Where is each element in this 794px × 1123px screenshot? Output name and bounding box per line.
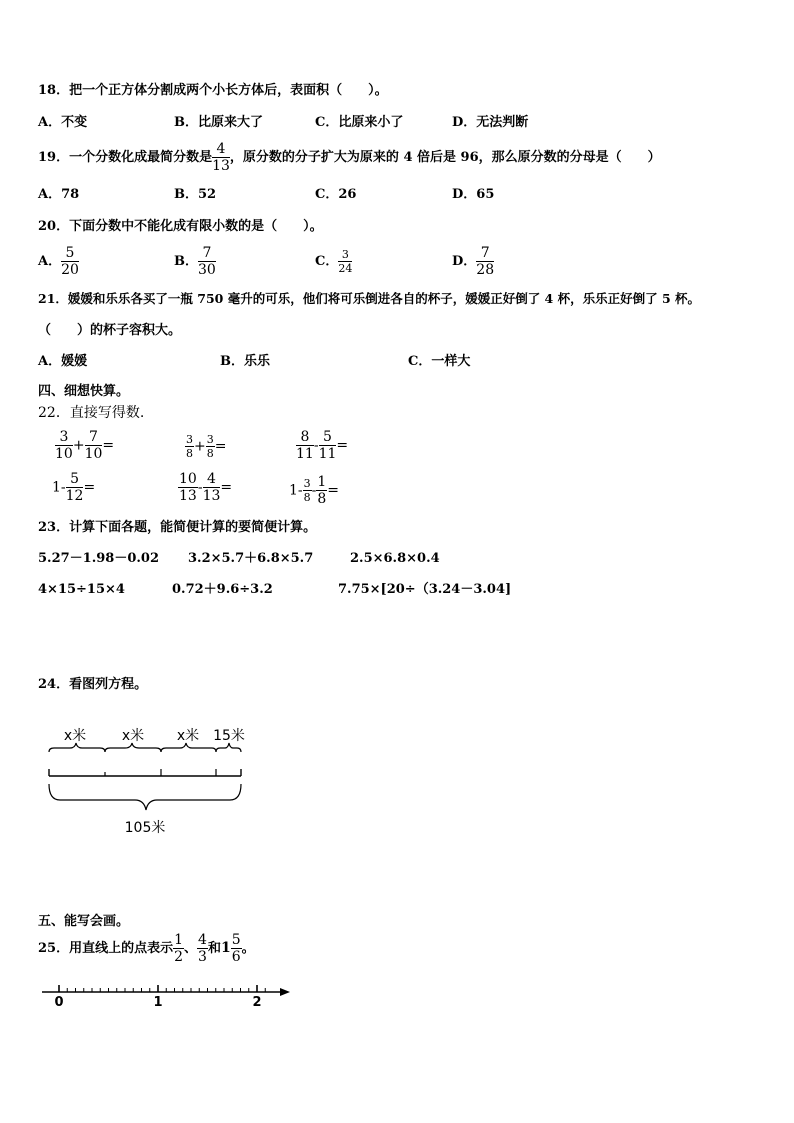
q24-label-x3: x米 xyxy=(176,728,200,744)
q20-option-a-label: A． xyxy=(38,254,62,269)
frac-den: 30 xyxy=(198,262,216,278)
q20-option-c-fraction xyxy=(338,249,352,274)
fraction xyxy=(203,472,221,503)
q24-label-15: 15米 xyxy=(213,728,245,744)
fraction xyxy=(319,430,337,461)
frac-den: 8 xyxy=(317,491,327,507)
frac-num: 1 xyxy=(174,932,184,948)
frac-den: 28 xyxy=(476,262,495,278)
frac-den: 24 xyxy=(338,262,353,275)
frac-den: 13 xyxy=(179,488,197,504)
q18-option-b: B．比原来大了 xyxy=(174,115,263,130)
equals-sign: = xyxy=(214,438,227,455)
frac-den: 11 xyxy=(296,446,314,462)
frac-num: 3 xyxy=(186,433,193,446)
q21-line1: 21．媛媛和乐乐各买了一瓶 750 毫升的可乐，他们将可乐倒进各自的杯子，媛媛正好倒了 4 杯，乐乐正好倒了 5 杯。 xyxy=(38,291,700,306)
section-4-heading: 四、细想快算。 xyxy=(38,384,130,399)
q25-separator: 、 xyxy=(184,941,198,956)
q19-option-d: D．65 xyxy=(452,187,495,202)
q22-expr-6 xyxy=(289,475,339,506)
frac-den: 13 xyxy=(202,488,221,504)
q25-fraction-3 xyxy=(231,933,242,964)
q18-option-a: A．不变 xyxy=(38,115,88,130)
q23-title: 23．计算下面各题，能简便计算的要简便计算。 xyxy=(38,520,317,535)
fraction xyxy=(185,434,194,459)
q24-bottom-brace xyxy=(49,784,241,810)
q23-r2-c3: 7.75×[20÷（3.24－3.04] xyxy=(338,582,512,597)
q19-option-a: A．78 xyxy=(38,187,80,202)
q24-label-x2: x米 xyxy=(121,728,145,744)
q19-frac-den: 13 xyxy=(212,158,230,174)
q23-r1-c3: 2.5×6.8×0.4 xyxy=(350,551,440,566)
equals-sign: = xyxy=(327,482,340,499)
fraction xyxy=(303,478,312,503)
q22-expr-5 xyxy=(178,472,232,503)
section-5-heading: 五、能写会画。 xyxy=(38,914,130,929)
q20-option-a-fraction xyxy=(61,246,79,277)
frac-den: 10 xyxy=(84,446,103,462)
operator: - xyxy=(313,437,319,454)
q25-stem xyxy=(38,932,255,965)
operator: + xyxy=(194,438,206,455)
frac-num: 5 xyxy=(319,430,337,446)
frac-num: 7 xyxy=(476,246,494,262)
frac-den: 8 xyxy=(303,491,311,504)
frac-den: 8 xyxy=(186,447,193,460)
number-line-arrow xyxy=(280,988,290,996)
operator: - xyxy=(311,482,317,499)
tick-label-1: 1 xyxy=(153,995,163,1010)
q20-option-b xyxy=(174,242,216,282)
q21-line2: （ ）的杯子容积大。 xyxy=(38,323,182,338)
q18-option-c: C．比原来小了 xyxy=(315,115,404,130)
q21-option-c: C．一样大 xyxy=(408,354,471,369)
q24-total-label: 105米 xyxy=(124,820,166,836)
frac-den: 10 xyxy=(55,446,73,462)
q24-brace-1 xyxy=(49,743,105,752)
q20-option-c xyxy=(315,242,352,282)
tick-label-0: 0 xyxy=(54,995,64,1010)
q20-stem: 20．下面分数中不能化成有限小数的是（ ）。 xyxy=(38,219,323,234)
q19-option-c: C．26 xyxy=(315,187,357,202)
tick-label-2: 2 xyxy=(252,995,262,1010)
frac-num: 5 xyxy=(231,932,241,948)
equals-sign: = xyxy=(336,437,349,454)
q19-frac-num: 4 xyxy=(212,142,230,158)
q20-option-d xyxy=(452,242,494,282)
frac-den: 6 xyxy=(231,949,241,965)
frac-num: 7 xyxy=(85,430,103,446)
q19-stem-before: 19．一个分数化成最简分数是 xyxy=(38,150,213,165)
equals-sign: = xyxy=(220,479,233,496)
q24-brace-2 xyxy=(105,743,161,752)
q20-option-a xyxy=(38,242,79,282)
q22-expr-1 xyxy=(55,430,114,461)
fraction xyxy=(206,434,215,459)
frac-den: 12 xyxy=(65,488,84,504)
q25-fraction-2 xyxy=(197,933,208,964)
q22-expr-2 xyxy=(185,434,226,459)
frac-den: 11 xyxy=(318,446,337,462)
fraction xyxy=(316,475,327,506)
q19-stem-after: ，原分数的分子扩大为原来的 4 倍后是 96，那么原分数的分母是（ ） xyxy=(229,150,661,165)
q25-stem-before: 25．用直线上的点表示 xyxy=(38,941,174,956)
q25-mixed-whole: 1 xyxy=(220,940,231,956)
q24-brace-4 xyxy=(216,743,241,752)
frac-den: 3 xyxy=(198,949,207,965)
q23-r2-c2: 0.72＋9.6÷3.2 xyxy=(172,582,273,597)
q18-stem: 18．把一个正方体分割成两个小长方体后，表面积（ ）。 xyxy=(38,83,388,98)
q25-fraction-1 xyxy=(173,933,184,964)
q21-option-b: B．乐乐 xyxy=(220,354,270,369)
leading-term: 1- xyxy=(52,479,66,496)
q24-brace-3 xyxy=(161,743,216,752)
q22-expr-3 xyxy=(296,430,348,461)
q25-and: 和 xyxy=(207,941,221,956)
frac-num: 5 xyxy=(66,472,84,488)
fraction xyxy=(55,430,73,461)
q19-option-b: B．52 xyxy=(174,187,217,202)
q21-option-a: A．媛媛 xyxy=(38,354,88,369)
fraction xyxy=(85,430,103,461)
q24-label-x1: x米 xyxy=(63,728,87,744)
q24-segment-diagram xyxy=(30,716,260,842)
frac-den: 8 xyxy=(206,447,214,460)
frac-num: 3 xyxy=(338,249,352,262)
q20-option-d-fraction xyxy=(476,246,494,277)
operator: - xyxy=(197,479,203,496)
frac-num: 4 xyxy=(198,932,207,948)
frac-num: 7 xyxy=(198,246,216,262)
frac-num: 8 xyxy=(296,430,314,446)
q20-option-c-label: C． xyxy=(315,254,339,269)
equals-sign: = xyxy=(83,479,96,496)
q19-stem xyxy=(38,142,661,174)
frac-num: 10 xyxy=(179,471,197,487)
fraction xyxy=(296,430,314,461)
q20-option-d-label: D． xyxy=(452,254,477,269)
q25-number-line xyxy=(38,982,298,1012)
frac-num: 3 xyxy=(206,433,214,446)
q20-option-b-label: B． xyxy=(174,254,198,269)
q24-title: 24．看图列方程。 xyxy=(38,677,148,692)
frac-den: 20 xyxy=(61,262,79,278)
q25-end: 。 xyxy=(241,941,255,956)
frac-den: 2 xyxy=(174,949,184,965)
q23-r1-c2: 3.2×5.7＋6.8×5.7 xyxy=(188,551,314,566)
equals-sign: = xyxy=(102,437,115,454)
frac-num: 3 xyxy=(303,477,311,490)
frac-num: 3 xyxy=(55,430,73,446)
fraction xyxy=(178,472,198,503)
q22-title: 22．直接写得数. xyxy=(38,405,145,421)
leading-term: 1- xyxy=(289,482,303,499)
fraction xyxy=(66,472,84,503)
q23-r2-c1: 4×15÷15×4 xyxy=(38,582,125,597)
frac-num: 1 xyxy=(317,474,327,490)
q18-option-d: D．无法判断 xyxy=(452,115,529,130)
frac-num: 4 xyxy=(203,472,221,488)
operator: + xyxy=(72,437,85,454)
number-line-ticks xyxy=(59,985,265,992)
q23-r1-c1: 5.27－1.98－0.02 xyxy=(38,551,159,566)
q19-fraction xyxy=(212,142,230,173)
frac-num: 5 xyxy=(61,246,79,262)
q20-option-b-fraction xyxy=(198,246,216,277)
q22-expr-4 xyxy=(52,472,95,503)
